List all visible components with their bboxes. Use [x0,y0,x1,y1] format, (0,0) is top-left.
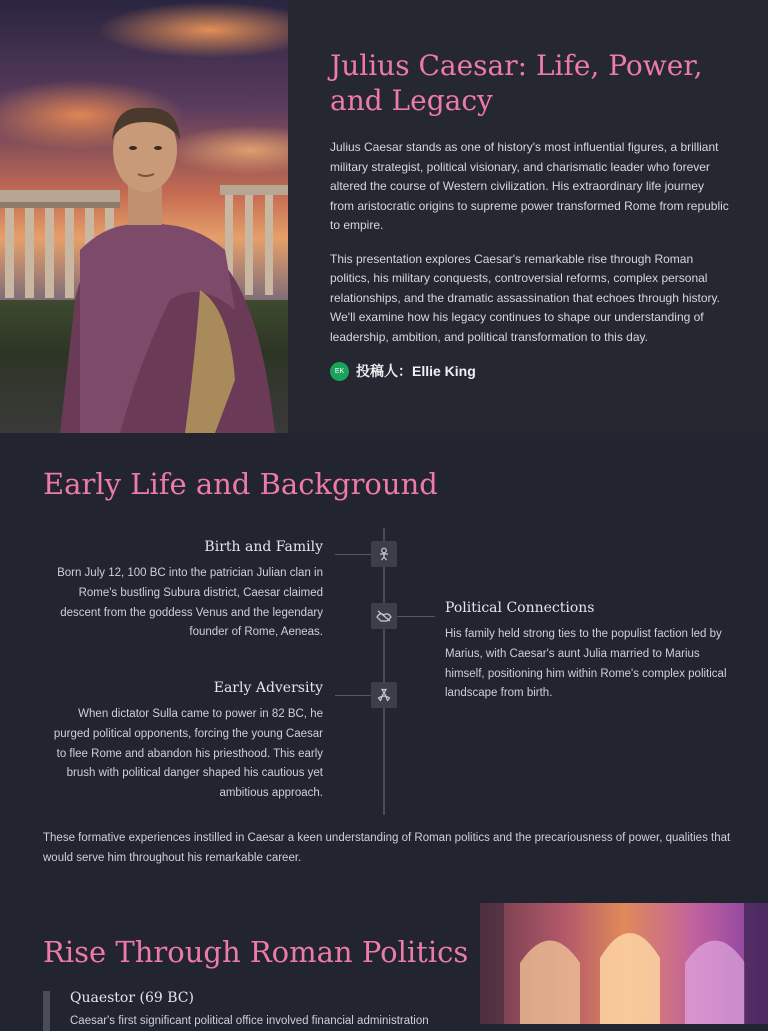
timeline-item-text: When dictator Sulla came to power in 82 BC, he purged political opponents, forcing the young Caesar to flee Rome and abandon his priesthood. This early brush with political danger shaped his cautious yet ambitious approach. [53,708,323,800]
caesar-figure [20,100,288,433]
section-title: Rise Through Roman Politics [43,935,469,969]
timeline-item-title: Birth and Family [204,539,323,555]
arched-windows [480,903,768,1024]
timeline-item-text: His family held strong ties to the populist faction led by Marius, with Caesar's aunt Julia married to Marius himself, positioning him within Rome's complex political landscape from birth. [445,628,727,700]
intro-paragraph-2: This presentation explores Caesar's remarkable rise through Roman politics, his military conquests, controversial reforms, complex personal relationships, and the dramatic assassination that echoes through history. We'll examine how his legacy continues to shape our understanding of leadership, ambition, and political transformation to this day. [330,251,720,344]
timeline-item-text: Born July 12, 100 BC into the patrician Julian clan in Rome's bustling Subura district, Caesar claimed descent from the goddess Venus and the legendary founder of Rome, Aeneas. [57,567,323,639]
palace-hall-image [480,903,768,1024]
author-name[interactable]: 投稿人：Ellie King [356,363,476,379]
timeline-item-title: Quaestor (69 BC) [70,990,194,1006]
intro-slide [0,0,768,433]
timeline-item-text: Caesar's first significant political office involved financial administration [70,1015,429,1027]
timeline-item-title: Early Adversity [213,680,323,696]
baby-icon [371,541,397,567]
avatar: EK [330,362,349,381]
timeline-connector [335,554,371,555]
timeline-line [383,528,385,815]
hazard-icon [371,682,397,708]
early-life-slide [0,433,768,903]
intro-paragraph-1: Julius Caesar stands as one of history's most influential figures, a brilliant military strategist, political visionary, and charismatic leader who forever altered the course of Western civilization. His extraordinary life journey from aristocratic origins to supreme power transformed Rome from republic to empire. [330,140,729,232]
author-credit[interactable] [330,361,730,381]
timeline-item-title: Political Connections [445,600,595,616]
timeline-marker [43,991,50,1031]
handshake-icon [371,603,397,629]
section-title: Early Life and Background [43,467,438,501]
timeline-connector [397,616,435,617]
caesar-portrait [0,0,288,433]
rise-slide [0,903,768,1027]
page-title: Julius Caesar: Life, Power, and Legacy [330,49,703,117]
section-summary: These formative experiences instilled in Caesar a keen understanding of Roman politics and the precariousness of power, qualities that would serve him throughout his remarkable career. [43,832,731,864]
timeline-connector [335,695,371,696]
intro-content [330,48,730,381]
